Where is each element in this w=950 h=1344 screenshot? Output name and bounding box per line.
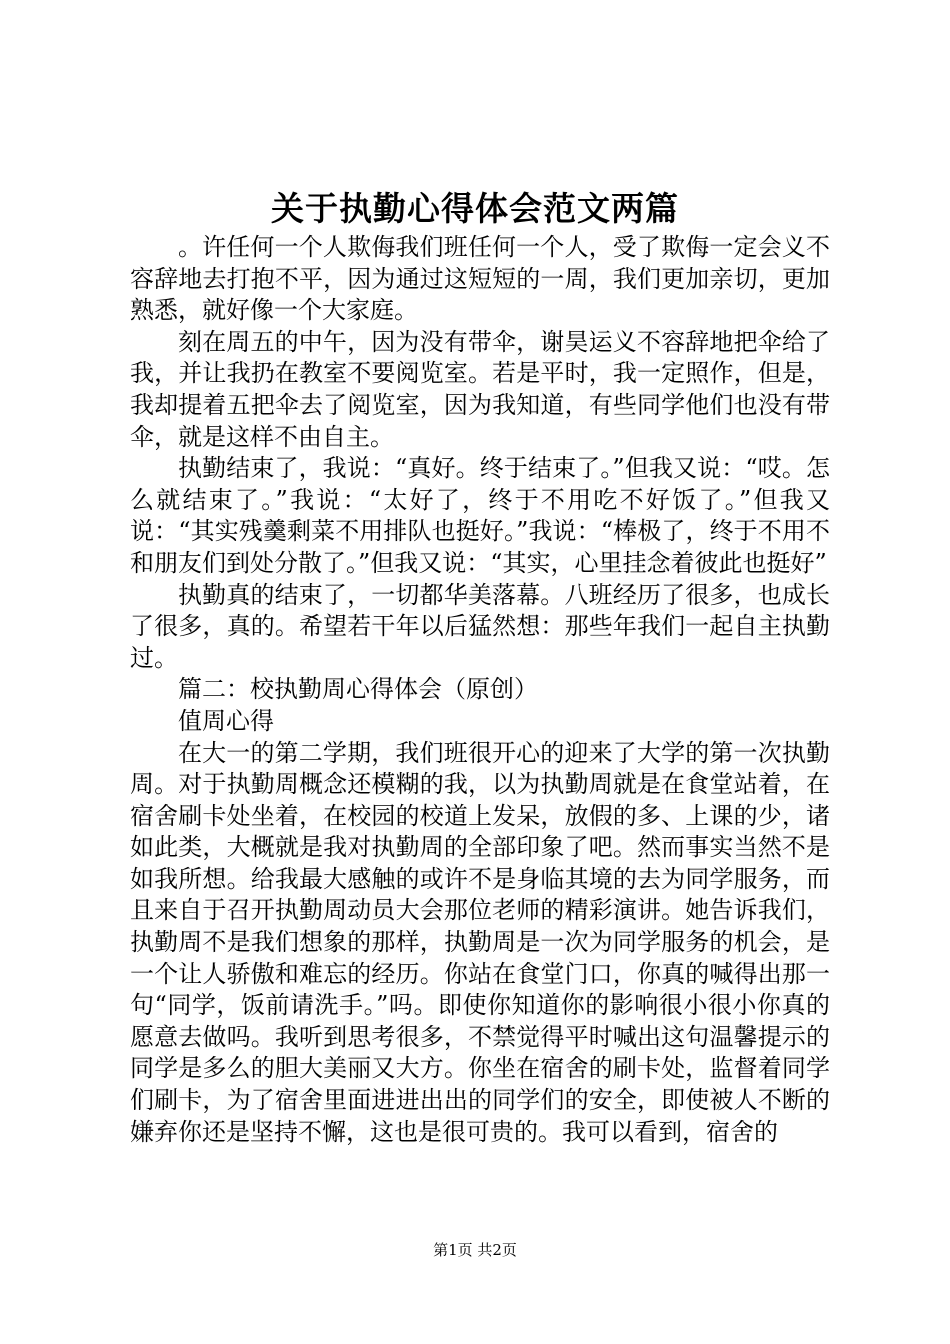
section-heading: 篇二：校执勤周心得体会（原创）: [178, 675, 538, 704]
paragraph: 刻在周五的中午，因为没有带伞，谢昊运义不容辞地把伞给了我，并让我扔在教室不要阅览室。若是平时，我一定照作，但是，我却提着五把伞去了阅览室，因为我知道，有些同学他们也没有带伞，就是这样不由自主。: [130, 327, 830, 451]
paragraph: 执勤结束了，我说：“真好。终于结束了。”但我又说：“哎。怎么就结束了。”我说：“太好了，终于不用吃不好饭了。”但我又说：“其实残羹剩菜不用排队也挺好。”我说：“棒极了，终于不用不和朋友们到处分散了。”但我又说：“其实，心里挂念着彼此也挺好”: [130, 454, 830, 577]
document-title: 关于执勤心得体会范文两篇: [271, 189, 679, 228]
paragraph: 在大一的第二学期，我们班很开心的迎来了大学的第一次执勤周。对于执勤周概念还模糊的我，以为执勤周就是在食堂站着，在宿舍刷卡处坐着，在校园的校道上发呆，放假的多、上课的少，诸如此类，大概就是我对执勤周的全部印象了吧。然而事实当然不是如我所想。给我最大感触的或许不是身临其境的去为同学服务，而且来自于召开执勤周动员大会那位老师的精彩演讲。她告诉我们，执勤周不是我们想象的那样，执勤周是一次为同学服务的机会，是一个让人骄傲和难忘的经历。你站在食堂门口，你真的喊得出那一句“同学，饭前请洗手。”吗。即使你知道你的影响很小很小你真的愿意去做吗。我听到思考很多，不禁觉得平时喊出这句温馨提示的同学是多么的胆大美丽又大方。你坐在宿舍的刷卡处，监督着同学们刷卡，为了宿舍里面进进出出的同学们的安全，即使被人不断的嫌弃你还是坚持不懈，这也是很可贵的。我可以看到，宿舍的: [130, 738, 830, 1146]
page-footer: 第1页 共2页: [433, 1241, 517, 1259]
paragraph: 。许任何一个人欺侮我们班任何一个人，受了欺侮一定会义不容辞地去打抱不平，因为通过这短短的一周，我们更加亲切，更加熟悉，就好像一个大家庭。: [130, 233, 830, 325]
subsection-heading: 值周心得: [178, 706, 274, 735]
document-body: [130, 232, 830, 1148]
paragraph: 执勤真的结束了，一切都华美落幕。八班经历了很多，也成长了很多，真的。希望若干年以后猛然想：那些年我们一起自主执勤过。: [130, 580, 830, 672]
